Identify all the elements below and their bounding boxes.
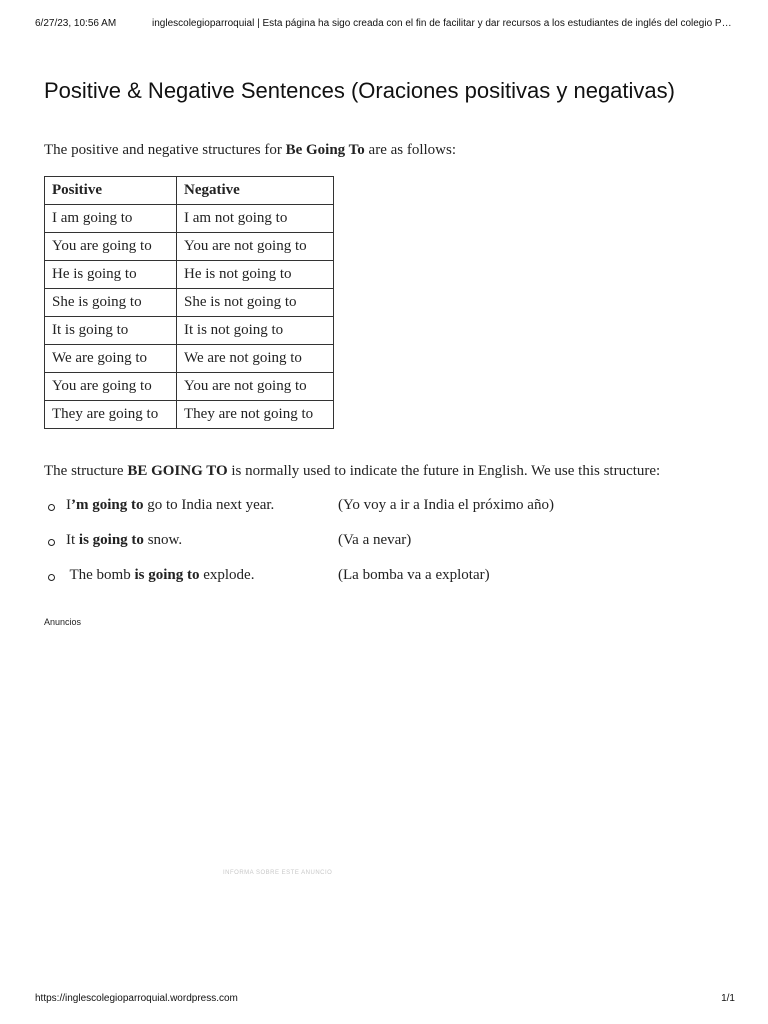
table-row	[45, 261, 334, 289]
print-page-number: 1/1	[721, 993, 735, 1004]
positive-cell: You are going to	[45, 373, 177, 401]
table-row	[45, 345, 334, 373]
example-post: snow.	[143, 532, 183, 548]
list-item	[44, 567, 724, 602]
ads-label: Anuncios	[44, 617, 82, 627]
table-row	[45, 317, 334, 345]
intro-bold: Be Going To	[285, 142, 365, 158]
table-row	[45, 401, 334, 429]
print-datetime: 6/27/23, 10:56 AM	[35, 18, 117, 29]
structure-text	[44, 463, 660, 480]
print-page-title: inglescolegioparroquial | Esta página ha sigo creada con el fin de facilitar y dar recursos a los estudiantes de inglés del colegio P…	[152, 18, 732, 29]
example-sentence	[66, 567, 254, 584]
print-header	[35, 18, 748, 29]
example-pre: The bomb	[66, 567, 135, 583]
structure-before: The structure	[44, 463, 128, 479]
positive-cell: I am going to	[45, 205, 177, 233]
example-bold: ’m going to	[71, 497, 144, 513]
negative-cell: He is not going to	[177, 261, 334, 289]
positive-cell: He is going to	[45, 261, 177, 289]
going-to-table	[44, 176, 334, 429]
intro-text	[44, 142, 456, 159]
negative-cell: She is not going to	[177, 289, 334, 317]
table-header-row	[45, 177, 334, 205]
positive-cell: She is going to	[45, 289, 177, 317]
page-title: Positive & Negative Sentences (Oraciones positivas y negativas)	[44, 78, 675, 103]
negative-cell: You are not going to	[177, 233, 334, 261]
intro-after: are as follows:	[364, 142, 457, 158]
header-positive: Positive	[45, 177, 177, 205]
structure-bold: BE GOING TO	[127, 463, 228, 479]
examples-list	[44, 497, 724, 602]
positive-cell: They are going to	[45, 401, 177, 429]
negative-cell: We are not going to	[177, 345, 334, 373]
negative-cell: I am not going to	[177, 205, 334, 233]
example-translation: (Va a nevar)	[338, 532, 412, 548]
table-row	[45, 373, 334, 401]
positive-cell: You are going to	[45, 233, 177, 261]
report-ad-link[interactable]: INFORMA SOBRE ESTE ANUNCIO	[223, 870, 333, 876]
negative-cell: You are not going to	[177, 373, 334, 401]
bullet-icon	[48, 539, 55, 546]
bullet-icon	[48, 574, 55, 581]
intro-before: The positive and negative structures for	[44, 142, 286, 158]
example-post: explode.	[199, 567, 255, 583]
header-negative: Negative	[177, 177, 334, 205]
list-item	[44, 497, 724, 532]
table-row	[45, 289, 334, 317]
table-row	[45, 233, 334, 261]
example-pre: It	[66, 532, 79, 548]
example-sentence	[66, 532, 182, 549]
negative-cell: They are not going to	[177, 401, 334, 429]
positive-cell: We are going to	[45, 345, 177, 373]
example-bold: is going to	[134, 567, 200, 583]
example-translation: (Yo voy a ir a India el próximo año)	[338, 497, 554, 513]
example-translation: (La bomba va a explotar)	[338, 567, 490, 583]
example-bold: is going to	[78, 532, 144, 548]
print-footer-url: https://inglescolegioparroquial.wordpress.com	[35, 993, 238, 1004]
example-post: go to India next year.	[143, 497, 275, 513]
positive-cell: It is going to	[45, 317, 177, 345]
list-item	[44, 532, 724, 567]
negative-cell: It is not going to	[177, 317, 334, 345]
example-sentence	[66, 497, 274, 514]
bullet-icon	[48, 504, 55, 511]
structure-after: is normally used to indicate the future in English. We use this structure:	[227, 463, 661, 479]
example-pre: I	[66, 497, 71, 513]
table-row	[45, 205, 334, 233]
